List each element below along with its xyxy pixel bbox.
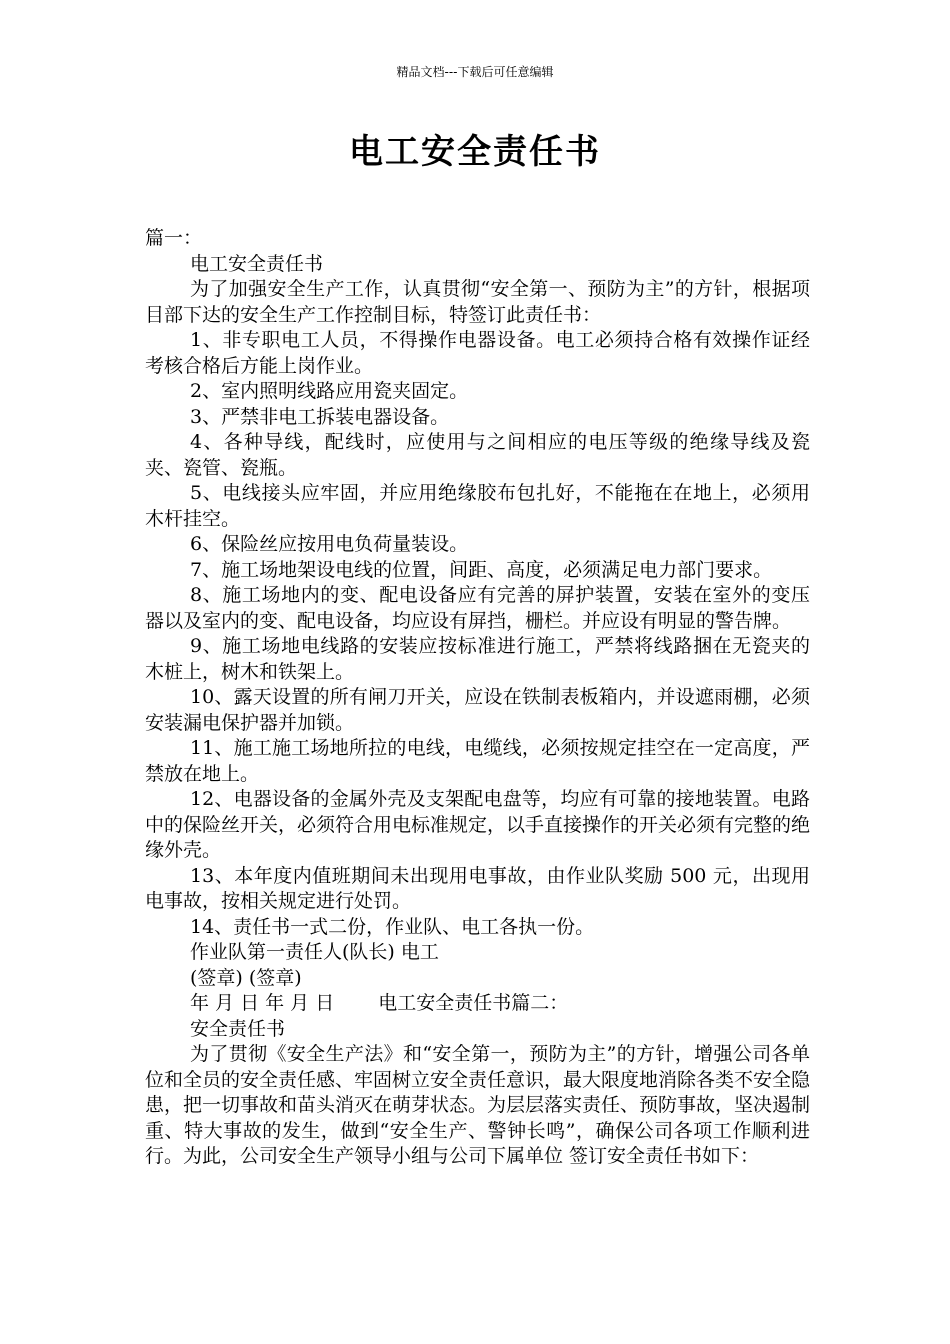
paragraph-clause-6: 6、保险丝应按用电负荷量装设。 [190,533,469,555]
paragraph-clause-7: 7、施工场地架设电线的位置，间距、高度，必须满足电力部门要求。 [190,558,773,581]
paragraph-clause-11: 11、施工施工场地所拉的电线，电缆线，必须按规定挂空在一定高度，严禁放在地上。 [145,737,810,785]
paragraph-clause-5: 5、电线接头应牢固，并应用绝缘胶布包扎好，不能拖在在地上，必须用木杆挂空。 [145,482,810,530]
header-note: 精品文档---下载后可任意编辑 [396,65,554,79]
paragraph-clause-10: 10、露天设置的所有闸刀开关，应设在铁制表板箱内，并设遮雨棚，必须安装漏电保护器并加锁。 [145,686,810,734]
paragraph-clause-13: 13、本年度内值班期间未出现用电事故，由作业队奖励 500 元，出现用电事故，按相关规定进行处罚。 [145,864,810,912]
paragraph-clause-1: 1、非专职电工人员，不得操作电器设备。电工必须持合格有效操作证经考核合格后方能上岗作业。 [145,329,810,377]
document-title: 电工安全责任书 [349,132,601,172]
paragraph-clause-3: 3、严禁非电工拆装电器设备。 [190,405,450,428]
paragraph-subtitle: 电工安全责任书 [190,252,324,275]
paragraph-clause-2: 2、室内照明线路应用瓷夹固定。 [190,380,469,402]
paragraph-clause-9: 9、施工场地电线路的安装应按标准进行施工，严禁将线路捆在无瓷夹的木桩上，树木和铁架上。 [145,635,810,683]
paragraph-clause-12: 12、电器设备的金属外壳及支架配电盘等，均应有可靠的接地装置。电路中的保险丝开关，必须符合用电标准规定，以手直接操作的开关必须有完整的绝缘外壳。 [145,788,811,861]
paragraph-intro-2: 为了贯彻《安全生产法》和“安全第一，预防为主”的方针，增强公司各单位和全员的安全责任感、牢固树立安全责任意识，最大限度地消除各类不安全隐患，把一切事故和苗头消灭在萌芽状态。为层层落实责任、预防事故，坚决遏制重、特大事故的发生，做到“安全生产、警钟长鸣”，确保公司各项工作顺利进行。为此，公司安全生产领导小组与公司下属单位 签订安全责任书如下： [145,1043,811,1167]
paragraph-subtitle-2: 安全责任书 [190,1017,286,1040]
paragraph-clause-8: 8、施工场地内的变、配电设备应有完善的屏护装置，安装在室外的变压器以及室内的变、配电设备，均应设有屏挡，栅栏。并应设有明显的警告牌。 [145,584,810,632]
paragraph-section-label: 篇一： [145,227,203,249]
paragraph-dates: 年 月 日 年 月 日 电工安全责任书篇二： [190,992,569,1014]
document-body [145,226,810,1170]
paragraph-seals: (签章) (签章) [190,966,302,989]
paragraph-clause-14: 14、责任书一式二份，作业队、电工各执一份。 [190,915,595,938]
paragraph-intro: 为了加强安全生产工作，认真贯彻“安全第一、预防为主”的方针，根据项目部下达的安全生产工作控制目标，特签订此责任书： [145,278,810,326]
paragraph-clause-4: 4、各种导线，配线时，应使用与之间相应的电压等级的绝缘导线及瓷夹、瓷管、瓷瓶。 [145,431,810,479]
paragraph-signatories: 作业队第一责任人(队长) 电工 [190,941,439,963]
